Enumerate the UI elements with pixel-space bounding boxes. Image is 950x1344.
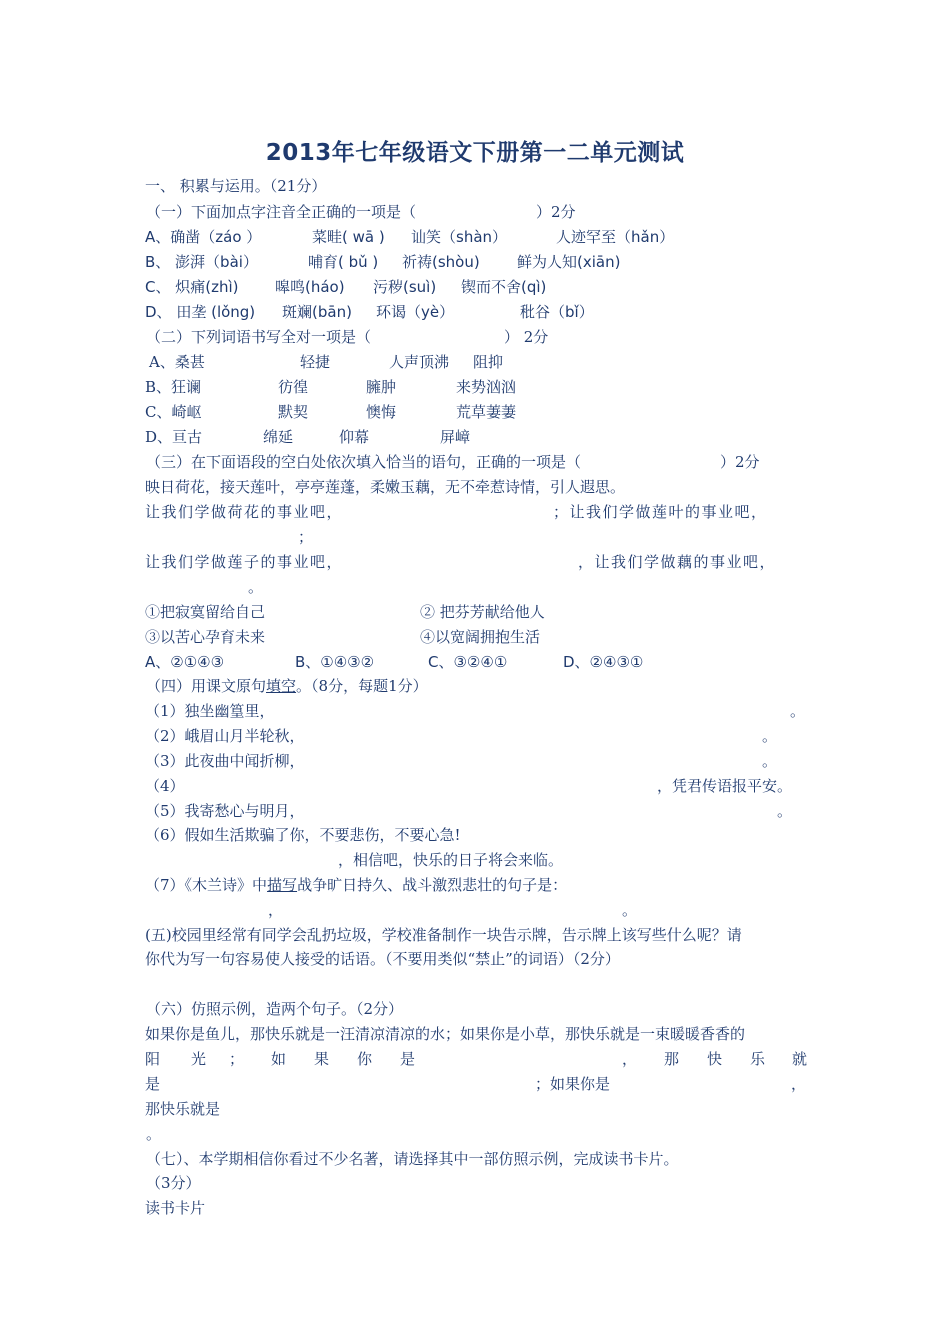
q3-passage-2b: ；让我们学做莲叶的事业吧， <box>553 503 768 521</box>
q6-row2-c4: 如 <box>271 1050 287 1068</box>
q2-d-4: 屏嶂 <box>440 428 471 446</box>
q4-line-7-comma: ， <box>268 901 284 919</box>
q2-prompt-end: ） 2分 <box>504 328 549 346</box>
q5-line-2: 你代为写一句容易使人接受的话语。（不要用类似“禁止”的词语）（2分） <box>145 950 620 968</box>
q1-prompt-end: ）2分 <box>536 203 576 221</box>
q1-c-4: 锲而不舍(qì) <box>461 278 547 296</box>
q2-a-4: 阻抑 <box>473 353 504 371</box>
q4-line-7-pre: （7）《木兰诗》中 <box>145 876 268 894</box>
q1-c-1: C、 炽痛(zhì) <box>145 278 239 296</box>
q1-b-2: 哺育( bǔ ) <box>308 253 379 271</box>
q1-c-2: 嗥鸣(háo) <box>275 278 345 296</box>
q4-line-7-end: 。 <box>622 901 638 919</box>
q4-line-4-text: （4） <box>145 777 185 795</box>
q1-d-2: 斑斓(bān) <box>282 303 352 321</box>
q4-line-6b: ，相信吧，快乐的日子将会来临。 <box>338 851 564 869</box>
q6-row3-a: 是 <box>145 1075 161 1093</box>
q2-b-1: B、狂谰 <box>145 378 202 396</box>
q1-b-4: 鲜为人知(xiān) <box>517 253 621 271</box>
q7-line-1: （七）、本学期相信你看过不少名著，请选择其中一部仿照示例，完成读书卡片。 <box>146 1150 679 1168</box>
q2-c-4: 荒草萋萋 <box>456 403 517 421</box>
q7-line-2: （3分） <box>146 1174 201 1192</box>
q4-line-7 <box>145 875 567 895</box>
q7-card-label: 读书卡片 <box>145 1199 206 1217</box>
q6-prompt: （六）仿照示例，造两个句子。（2分） <box>146 1000 404 1018</box>
q3-passage-3a: 让我们学做莲子的事业吧， <box>145 553 344 571</box>
q2-d-3: 仰幕 <box>339 428 370 446</box>
q2-d-1: D、亘古 <box>145 428 203 446</box>
q3-prompt-text: （三）在下面语段的空白处依次填入恰当的语句，正确的一项是（ <box>146 453 582 471</box>
q4-line-7-underline: 描写 <box>267 876 298 894</box>
q5-line-1: (五)校园里经常有同学会乱扔垃圾，学校准备制作一块告示牌，告示牌上该写些什么呢？请 <box>145 926 742 944</box>
q6-row2-c12: 快 <box>707 1050 723 1068</box>
q6-row-5: 。 <box>146 1125 162 1143</box>
q4-line-3-text: （3）此夜曲中闻折柳， <box>145 752 305 770</box>
q6-row2-c2: 光 <box>191 1050 207 1068</box>
q3-passage-3b: ，让我们学做藕的事业吧， <box>578 553 777 571</box>
section-heading: 一、 积累与运用。（21分） <box>145 177 327 195</box>
q6-row2-c1: 阳 <box>145 1050 161 1068</box>
q3-passage-1: 映日荷花，接天莲叶，亭亭莲蓬，柔嫩玉藕，无不牵惹诗情，引人遐思。 <box>145 478 626 496</box>
q4-line-7-post: 战争旷日持久、战斗激烈悲壮的句子是： <box>297 876 568 894</box>
q2-b-2: 彷徨 <box>278 378 309 396</box>
q1-c-3: 污秽(suì) <box>373 278 437 296</box>
q2-b-4: 来势汹汹 <box>456 378 517 396</box>
q1-prompt-text: （一）下面加点字注音全正确的一项是（ <box>146 203 417 221</box>
q1-a-2: 菜畦( wā ) <box>312 228 385 246</box>
q2-d-2: 绵延 <box>263 428 294 446</box>
q1-a-1: A、确凿（záo ） <box>145 228 262 246</box>
q3-item-4: ④以宽阔拥抱生活 <box>420 628 541 646</box>
q6-row3-b: ；如果你是 <box>535 1075 611 1093</box>
q1-d-1: D、 田垄 (lǒng) <box>145 303 256 321</box>
q2-prompt-text: （二）下列词语书写全对一项是（ <box>146 328 372 346</box>
q4-prompt <box>146 676 428 696</box>
q3-item-2: ② 把芬芳献给他人 <box>420 603 545 621</box>
q3-prompt-end: ）2分 <box>720 453 760 471</box>
q2-c-1: C、崎岖 <box>145 403 202 421</box>
q1-a-4: 人迹罕至（hǎn） <box>556 228 675 246</box>
q2-c-3: 懊悔 <box>366 403 397 421</box>
q6-row-4: 那快乐就是 <box>145 1100 221 1118</box>
q6-row2-comma: ， <box>622 1050 638 1068</box>
q3-passage-2a: 让我们学做荷花的事业吧， <box>145 503 344 521</box>
q4-line-2-text: （2）峨眉山月半轮秋， <box>145 727 305 745</box>
q6-row2-c7: 是 <box>400 1050 416 1068</box>
q3-item-1: ①把寂寞留给自己 <box>145 603 266 621</box>
q2-a-1: A、桑甚 <box>149 353 205 371</box>
q4-line-2-end: 。 <box>762 727 778 745</box>
q3-choice-a: A、②①④③ <box>145 653 225 671</box>
q4-prompt-post: 。（8分，每题1分） <box>296 677 428 695</box>
q3-choice-c: C、③②④① <box>428 653 508 671</box>
q1-d-4: 秕谷（bǐ） <box>520 303 594 321</box>
q3-passage-2c: ； <box>298 528 314 546</box>
q6-row2-c11: 那 <box>664 1050 680 1068</box>
q4-line-1-text: （1）独坐幽篁里， <box>145 702 275 720</box>
q6-row2-c13: 乐 <box>750 1050 766 1068</box>
q4-line-1-end: 。 <box>790 702 806 720</box>
q3-choice-b: B、①④③② <box>295 653 375 671</box>
q1-a-3: 讪笑（shàn） <box>411 228 508 246</box>
q2-b-3: 臃肿 <box>366 378 397 396</box>
q2-c-2: 默契 <box>278 403 309 421</box>
q4-prompt-pre: （四）用课文原句 <box>146 677 267 695</box>
q4-line-4-end: ，凭君传语报平安。 <box>657 777 793 795</box>
q1-b-1: B、 澎湃（bài） <box>145 253 258 271</box>
page-title: 2013年七年级语文下册第一二单元测试 <box>265 140 685 166</box>
q6-row2-c6: 你 <box>357 1050 373 1068</box>
q6-row2-c3: ； <box>229 1050 245 1068</box>
q6-row2-c5: 果 <box>314 1050 330 1068</box>
q6-row2-c14: 就 <box>792 1050 808 1068</box>
q2-a-2: 轻捷 <box>300 353 331 371</box>
q6-row3-c: ， <box>791 1075 807 1093</box>
q4-line-3-end: 。 <box>762 752 778 770</box>
q1-b-3: 祈祷(shòu) <box>402 253 480 271</box>
q4-prompt-underline: 填空 <box>266 677 297 695</box>
q4-line-6a: （6）假如生活欺骗了你，不要悲伤，不要心急! <box>145 826 461 844</box>
q3-choice-d: D、②④③① <box>563 653 644 671</box>
q3-passage-3c: 。 <box>248 578 264 596</box>
q4-line-5-text: （5）我寄愁心与明月， <box>145 802 305 820</box>
q3-item-3: ③以苦心孕育未来 <box>145 628 266 646</box>
q2-a-3: 人声顶沸 <box>389 353 450 371</box>
q6-example: 如果你是鱼儿，那快乐就是一汪清凉清凉的水；如果你是小草，那快乐就是一束暖暖香香的 <box>145 1025 746 1043</box>
q4-line-5-end: 。 <box>777 802 793 820</box>
q1-d-3: 环谒（yè） <box>376 303 455 321</box>
